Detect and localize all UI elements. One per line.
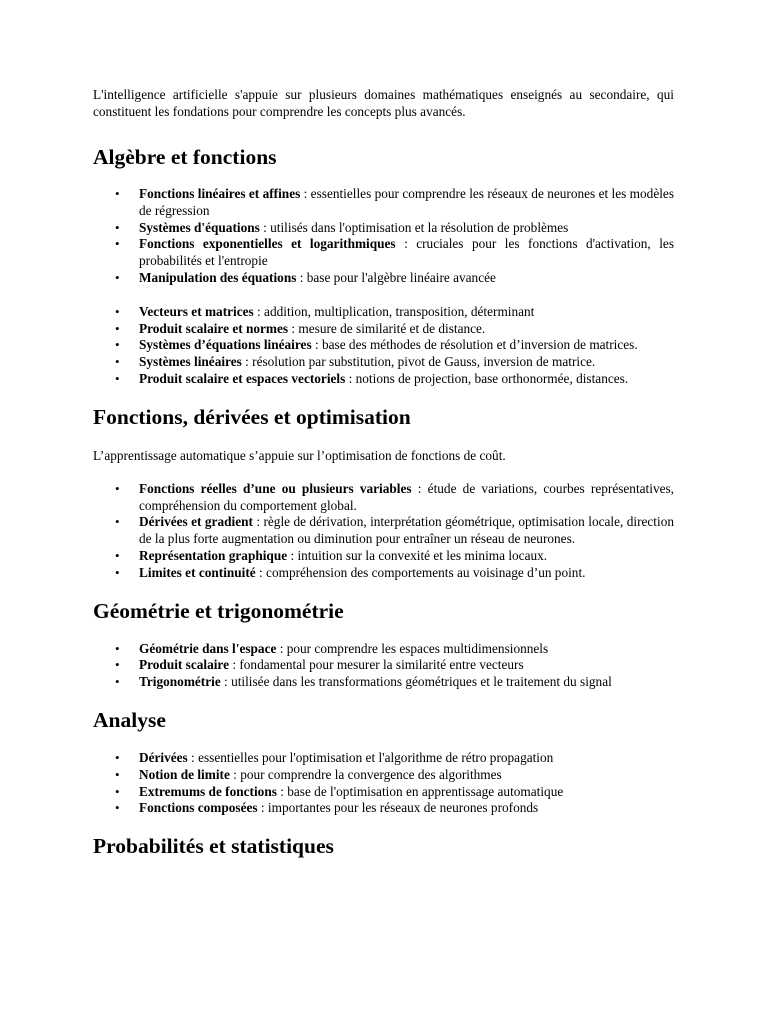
item-desc: : règle de dérivation, interprétation géométrique, optimisation locale, direction de la plus forte augmentation ou diminution pour entraîner un réseau de neurones.: [139, 514, 674, 547]
item-term: Produit scalaire et normes: [139, 320, 289, 336]
item-term: Dérivées: [139, 749, 188, 765]
item-desc: : pour comprendre la convergence des algorithmes: [229, 766, 502, 782]
item-term: Notion de limite: [139, 766, 230, 782]
list-item: [93, 186, 674, 220]
item-desc: : utilisée dans les transformations géométriques et le traitement du signal: [220, 674, 612, 690]
heading-analyse: Analyse: [93, 707, 166, 732]
item-term: Produit scalaire et espaces vectoriels: [139, 370, 346, 386]
item-desc: : base des méthodes de résolution et d’inversion de matrices.: [311, 337, 638, 353]
item-term: Extremums de fonctions: [139, 783, 277, 799]
item-desc: : base de l'optimisation en apprentissage automatique: [276, 783, 564, 799]
item-desc: : essentielles pour l'optimisation et l'algorithme de rétro propagation: [187, 749, 554, 765]
item-desc: : fondamental pour mesurer la similarité entre vecteurs: [229, 657, 524, 673]
list-item: [93, 236, 674, 270]
list-item: [93, 657, 674, 674]
list-fonctions-derivees: [93, 481, 674, 582]
list-item: [93, 337, 674, 354]
list-item: [93, 371, 674, 388]
bullet-icon: •: [115, 219, 120, 235]
item-desc: : mesure de similarité et de distance.: [288, 320, 486, 336]
bullet-icon: •: [115, 640, 120, 656]
item-desc: : intuition sur la convexité et les minima locaux.: [287, 547, 548, 563]
bullet-icon: •: [115, 674, 120, 690]
heading-fonctions-derivees: Fonctions, dérivées et optimisation: [93, 404, 411, 429]
item-term: Dérivées et gradient: [139, 514, 253, 530]
bullet-icon: •: [115, 564, 120, 580]
bullet-icon: •: [115, 303, 120, 319]
list-item: [93, 304, 674, 321]
heading-algebre: Algèbre et fonctions: [93, 145, 277, 169]
list-algebre-fonctions: [93, 186, 674, 287]
list-item: [93, 481, 674, 515]
bullet-icon: •: [115, 337, 120, 353]
item-term: Systèmes d’équations linéaires: [139, 337, 312, 353]
item-term: Systèmes d'équations: [139, 219, 260, 235]
item-term: Limites et continuité: [139, 564, 256, 580]
item-desc: : base pour l'algèbre linéaire avancée: [296, 269, 496, 285]
bullet-icon: •: [115, 354, 120, 370]
bullet-icon: •: [115, 514, 120, 530]
list-item: [93, 354, 674, 371]
item-desc: : utilisés dans l'optimisation et la résolution de problèmes: [259, 219, 569, 235]
list-item: [93, 270, 674, 287]
item-term: Vecteurs et matrices: [139, 303, 254, 319]
item-term: Produit scalaire: [139, 657, 229, 673]
item-term: Manipulation des équations: [139, 269, 297, 285]
item-desc: : cruciales pour les fonctions d'activation, les probabilités et l'entropie: [139, 236, 674, 269]
bullet-icon: •: [115, 370, 120, 386]
list-algebre-lineaire: [93, 304, 674, 388]
list-item: [93, 220, 674, 237]
bullet-icon: •: [115, 800, 120, 816]
item-term: Fonctions linéaires et affines: [139, 186, 301, 201]
list-item: [93, 784, 674, 801]
item-desc: : résolution par substitution, pivot de Gauss, inversion de matrice.: [241, 354, 596, 370]
item-desc: : addition, multiplication, transposition, déterminant: [253, 303, 535, 319]
item-term: Fonctions composées: [139, 800, 258, 816]
list-item: [93, 321, 674, 338]
list-geometrie: [93, 641, 674, 691]
bullet-icon: •: [115, 186, 120, 201]
bullet-icon: •: [115, 236, 120, 252]
item-term: Fonctions exponentielles et logarithmiques: [139, 236, 396, 252]
list-item: [93, 767, 674, 784]
bullet-icon: •: [115, 269, 120, 285]
item-desc: : étude de variations, courbes représentatives, compréhension du comportement global.: [139, 480, 674, 513]
bullet-icon: •: [115, 783, 120, 799]
bullet-icon: •: [115, 480, 120, 496]
item-term: Fonctions réelles d’une ou plusieurs variables: [139, 480, 412, 496]
list-item: [93, 548, 674, 565]
bullet-icon: •: [115, 320, 120, 336]
list-item: [93, 641, 674, 658]
item-desc: : importantes pour les réseaux de neurones profonds: [257, 800, 539, 816]
bullet-icon: •: [115, 657, 120, 673]
fonctions-paragraph: L’apprentissage automatique s’appuie sur l’optimisation de fonctions de coût.: [93, 447, 506, 463]
item-term: Géométrie dans l'espace: [139, 640, 277, 656]
list-item: [93, 514, 674, 548]
item-desc: : compréhension des comportements au voisinage d’un point.: [255, 564, 586, 580]
bullet-icon: •: [115, 766, 120, 782]
list-item: [93, 565, 674, 582]
list-analyse: [93, 750, 674, 817]
list-item: [93, 750, 674, 767]
bullet-icon: •: [115, 547, 120, 563]
list-item: [93, 800, 674, 817]
item-term: Trigonométrie: [139, 674, 221, 690]
heading-geometrie: Géométrie et trigonométrie: [93, 598, 344, 623]
heading-probabilites: Probabilités et statistiques: [93, 834, 334, 859]
item-term: Représentation graphique: [139, 547, 288, 563]
item-desc: : essentielles pour comprendre les réseaux de neurones et les modèles de régression: [139, 186, 674, 218]
item-desc: : notions de projection, base orthonormée, distances.: [345, 370, 629, 386]
intro-paragraph: L'intelligence artificielle s'appuie sur plusieurs domaines mathématiques enseignés au secondaire, qui constituent les fondations pour comprendre les concepts plus avancés.: [93, 87, 674, 119]
list-item: [93, 674, 674, 691]
item-term: Systèmes linéaires: [139, 354, 242, 370]
item-desc: : pour comprendre les espaces multidimensionnels: [276, 640, 549, 656]
bullet-icon: •: [115, 749, 120, 765]
